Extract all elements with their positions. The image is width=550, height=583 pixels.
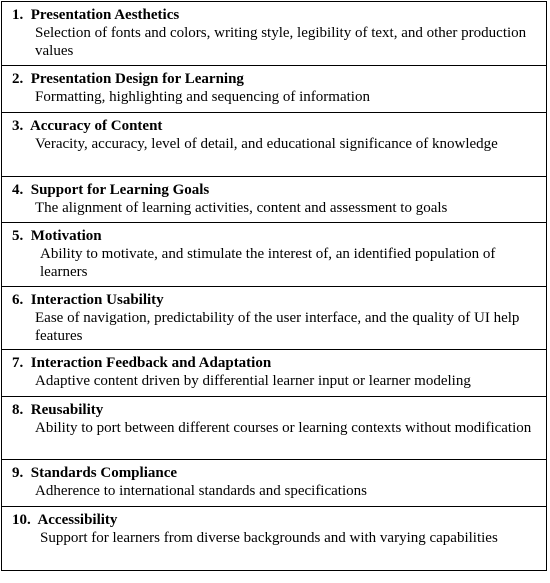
criteria-title: 7. Interaction Feedback and Adaptation (12, 355, 272, 371)
criteria-row (2, 65, 546, 112)
criteria-title: 10. Accessibility (12, 512, 118, 528)
criteria-title: 5. Motivation (12, 228, 102, 244)
criteria-description: Formatting, highlighting and sequencing of information (35, 89, 370, 105)
criteria-title: 3. Accuracy of Content (12, 118, 163, 134)
criteria-title: 8. Reusability (12, 402, 104, 418)
criteria-description: The alignment of learning activities, content and assessment to goals (35, 200, 448, 216)
criteria-row (2, 286, 546, 349)
criteria-description: Adaptive content driven by differential learner input or learner modeling (35, 373, 471, 389)
criteria-title: 9. Standards Compliance (12, 465, 178, 481)
criteria-description: Adherence to international standards and specifications (35, 483, 367, 499)
criteria-row (2, 459, 546, 506)
criteria-description: Support for learners from diverse backgrounds and with varying capabilities (40, 530, 498, 546)
criteria-title: 4. Support for Learning Goals (12, 182, 210, 198)
criteria-row (2, 176, 546, 222)
criteria-title: 1. Presentation Aesthetics (12, 7, 180, 23)
criteria-table (1, 1, 547, 571)
criteria-title: 2. Presentation Design for Learning (12, 71, 244, 87)
criteria-row (2, 222, 546, 286)
criteria-description: Selection of fonts and colors, writing style, legibility of text, and other production values (35, 25, 527, 59)
criteria-row (2, 112, 546, 176)
criteria-description: Veracity, accuracy, level of detail, and educational significance of knowledge (35, 136, 498, 152)
criteria-description: Ease of navigation, predictability of the user interface, and the quality of UI help features (35, 310, 520, 344)
criteria-description: Ability to motivate, and stimulate the interest of, an identified population of learners (40, 246, 496, 280)
criteria-description: Ability to port between different courses or learning contexts without modification (35, 420, 532, 436)
criteria-row (2, 506, 546, 570)
criteria-row (2, 396, 546, 459)
criteria-row (2, 2, 546, 65)
criteria-title: 6. Interaction Usability (12, 292, 164, 308)
criteria-row (2, 349, 546, 396)
